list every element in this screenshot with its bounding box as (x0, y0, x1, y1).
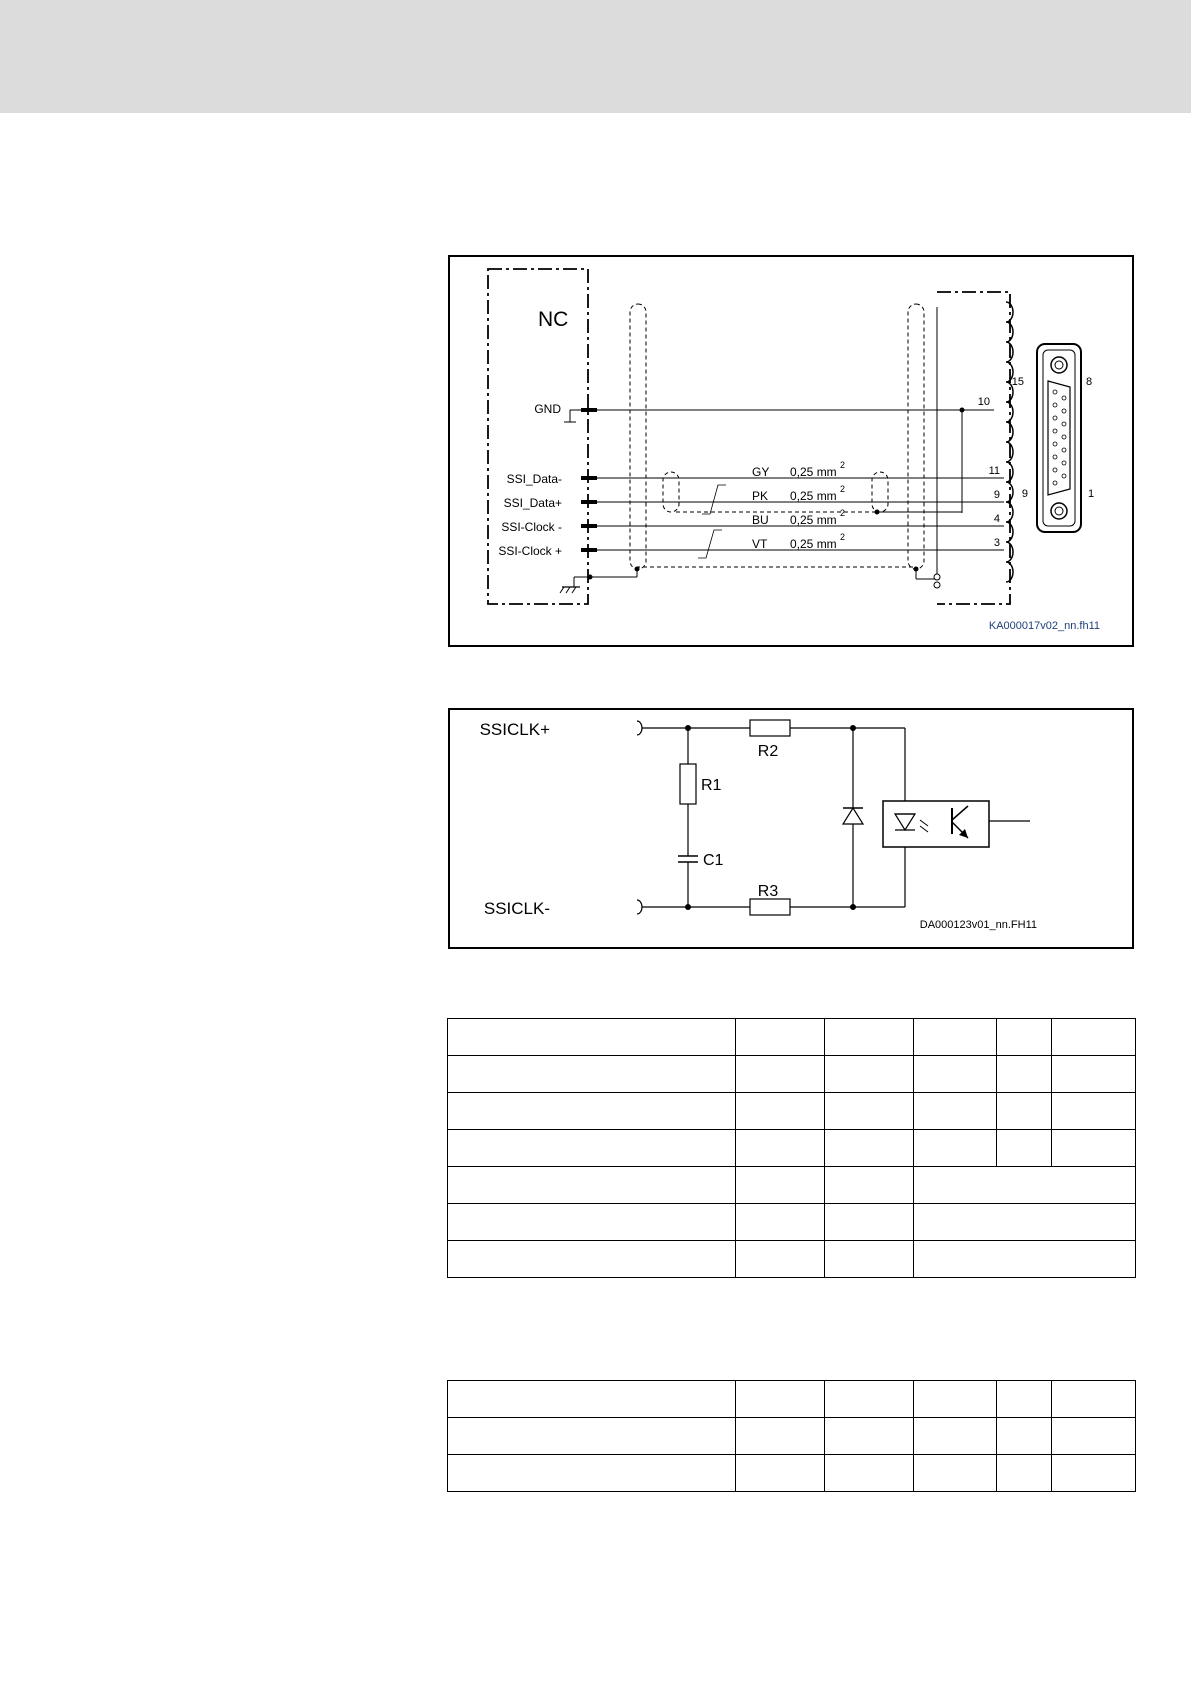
table-cell (914, 1418, 997, 1455)
table-cell (448, 1056, 736, 1093)
pin-number-vt: 3 (993, 537, 1000, 549)
table-cell (825, 1455, 914, 1492)
resistor-r1 (680, 764, 696, 804)
ssi-data-minus-label: SSI_Data- (506, 472, 562, 486)
table-cell (997, 1455, 1052, 1492)
dsub-pin-15-label: 15 (1011, 376, 1024, 388)
wire-size-gy: 0,25 mm (790, 465, 837, 479)
resistor-r2 (750, 720, 790, 736)
dsub-pin-8-label: 8 (1086, 376, 1093, 388)
table-row (448, 1418, 1136, 1455)
table-cell (736, 1418, 825, 1455)
connector-shell-contact-1 (934, 574, 940, 580)
page-header-band (0, 0, 1191, 113)
input-circuit-svg (450, 710, 1136, 951)
wiring-figure-id: KA000017v02_nn.fh11 (988, 620, 1100, 632)
table-row (448, 1093, 1136, 1130)
ssi-clock-minus-label: SSI-Clock - (501, 520, 562, 534)
ssi-data-plus-label: SSI_Data+ (503, 496, 562, 510)
table-cell (448, 1381, 736, 1418)
chassis-hatch-1 (560, 587, 564, 593)
table-cell (825, 1167, 914, 1204)
table-row (448, 1455, 1136, 1492)
table-cell (997, 1056, 1052, 1093)
table-cell-merged (914, 1241, 1136, 1278)
table-cell (825, 1130, 914, 1167)
table-cell-merged (914, 1167, 1136, 1204)
wire-size-vt: 0,25 mm (790, 537, 837, 551)
wire-color-pk: PK (752, 489, 769, 503)
table-cell (914, 1019, 997, 1056)
table-cell (448, 1241, 736, 1278)
r1-label: R1 (701, 777, 722, 794)
ssiclk-plus-label: SSICLK+ (479, 720, 550, 739)
table-cell (825, 1093, 914, 1130)
table-cell (736, 1381, 825, 1418)
table-cell (448, 1167, 736, 1204)
wire-exp-vt: 2 (840, 532, 846, 542)
diode-icon (843, 808, 863, 824)
table-cell (736, 1056, 825, 1093)
table-cell (736, 1130, 825, 1167)
table-cell (1052, 1418, 1136, 1455)
wire-exp-bu: 2 (840, 508, 846, 518)
table-cell (448, 1455, 736, 1492)
pin-number-bu: 4 (993, 513, 1000, 525)
optocoupler-icon (883, 801, 989, 847)
dsub-pin-9-label: 9 (1021, 488, 1028, 500)
wire-color-gy: GY (752, 465, 770, 479)
table-cell (825, 1019, 914, 1056)
table-cell-merged (914, 1204, 1136, 1241)
wire-exp-gy: 2 (840, 460, 846, 470)
chassis-hatch-3 (572, 587, 576, 593)
spec-table-1 (447, 1018, 1136, 1278)
table-cell (914, 1130, 997, 1167)
table-row (448, 1019, 1136, 1056)
cable-shield-right (908, 304, 924, 569)
table-cell (997, 1381, 1052, 1418)
table-cell (448, 1019, 736, 1056)
table-cell (914, 1093, 997, 1130)
table-cell (997, 1418, 1052, 1455)
connector-boundary (937, 292, 1010, 604)
cable-shield-left (630, 304, 646, 569)
nc-label: NC (538, 308, 569, 331)
table-cell (825, 1241, 914, 1278)
table-cell (1052, 1381, 1136, 1418)
dsub-pin-1-label: 1 (1088, 488, 1095, 500)
resistor-r3 (750, 899, 790, 915)
chassis-hatch-2 (566, 587, 570, 593)
wire-exp-pk: 2 (840, 484, 846, 494)
table-cell (825, 1381, 914, 1418)
table-cell (825, 1056, 914, 1093)
table-cell (736, 1093, 825, 1130)
wire-color-vt: VT (752, 537, 768, 551)
table-cell (825, 1204, 914, 1241)
gnd-pin-number: 10 (977, 396, 990, 408)
circuit-figure-id: DA000123v01_nn.FH11 (919, 919, 1037, 931)
table-row (448, 1130, 1136, 1167)
wiring-diagram-svg (450, 257, 1136, 649)
table-cell (448, 1204, 736, 1241)
table-cell (914, 1056, 997, 1093)
dsub-connector-icon (1037, 344, 1081, 532)
r2-label: R2 (757, 743, 779, 760)
table-row (448, 1241, 1136, 1278)
wire-size-pk: 0,25 mm (790, 489, 837, 503)
ssiclk-plus-terminal-icon (637, 721, 642, 735)
spec-table-2 (447, 1380, 1136, 1492)
table-cell (914, 1455, 997, 1492)
table-cell (736, 1204, 825, 1241)
table-row (448, 1167, 1136, 1204)
ssiclk-minus-label: SSICLK- (483, 899, 550, 918)
connector-contact-coils (1006, 302, 1013, 582)
gnd-label: GND (534, 402, 561, 416)
twist-mark-data (702, 485, 726, 514)
table-row (448, 1381, 1136, 1418)
table-cell (1052, 1093, 1136, 1130)
table-cell (914, 1381, 997, 1418)
table-cell (1052, 1056, 1136, 1093)
input-circuit-diagram (448, 708, 1134, 949)
pin-number-gy: 11 (988, 465, 1000, 477)
ssi-clock-plus-label: SSI-Clock + (498, 544, 562, 558)
table-cell (997, 1093, 1052, 1130)
connector-shell-contact-2 (934, 582, 940, 588)
pin-number-pk: 9 (993, 489, 1000, 501)
table-cell (736, 1241, 825, 1278)
table-cell (1052, 1019, 1136, 1056)
table-cell (997, 1019, 1052, 1056)
table-cell (997, 1130, 1052, 1167)
table-cell (736, 1019, 825, 1056)
table-cell (448, 1093, 736, 1130)
table-row (448, 1204, 1136, 1241)
table-cell (1052, 1130, 1136, 1167)
wire-size-bu: 0,25 mm (790, 513, 837, 527)
r3-label: R3 (757, 883, 779, 900)
cable-shield-bottom (638, 567, 916, 569)
table-cell (1052, 1455, 1136, 1492)
twist-mark-clock (698, 530, 722, 558)
table-cell (448, 1418, 736, 1455)
table-cell (448, 1130, 736, 1167)
table-cell (736, 1167, 825, 1204)
ssiclk-minus-terminal-icon (637, 900, 642, 914)
wire-color-bu: BU (752, 513, 769, 527)
c1-label: C1 (703, 852, 724, 869)
wiring-diagram (448, 255, 1134, 647)
table-row (448, 1056, 1136, 1093)
table-cell (736, 1455, 825, 1492)
table-cell (825, 1418, 914, 1455)
